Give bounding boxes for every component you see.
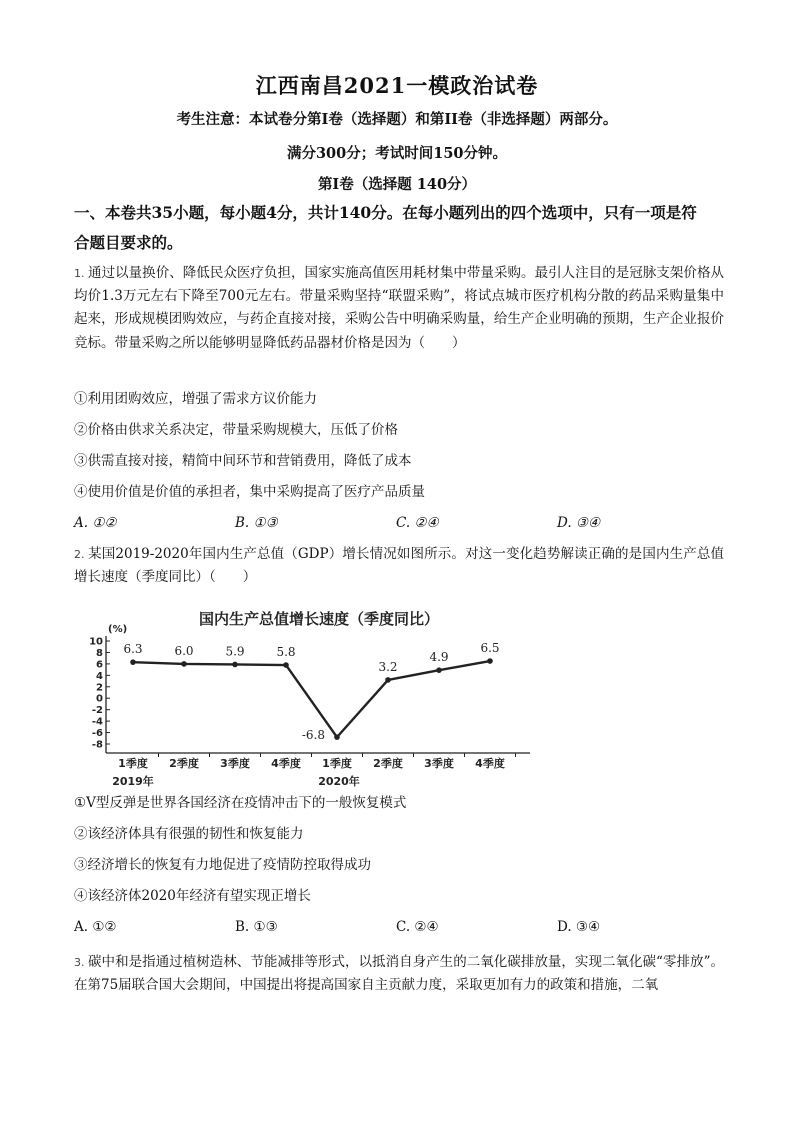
gdp-growth-chart	[80, 604, 532, 792]
chart-data-label: 5.8	[276, 645, 296, 660]
chart-data-label: 3.2	[378, 659, 398, 674]
exam-score-time: 满分300分；考试时间150分钟。	[286, 145, 508, 162]
chart-y-tick-label: -6	[91, 728, 103, 740]
question-2-number: 2.	[74, 548, 85, 561]
question-1-item-1: ①利用团购效应，增强了需求方议价能力	[74, 391, 317, 407]
chart-y-tick-label: 8	[96, 647, 103, 659]
chart-year-label: 2020年	[318, 775, 360, 788]
question-1-option-a[interactable]: A. ①②	[74, 515, 117, 531]
question-1-item-4: ④使用价值是价值的承担者，集中采购提高了医疗产品质量	[74, 484, 425, 500]
question-3-text: 碳中和是指通过植树造林、节能减排等形式，以抵消自身产生的二氧化碳排放量，实现二氧化碳“零排放”。在第75届联合国大会期间，中国提出将提高国家自主贡献力度，采取更加有力的政策和措施，二氧	[74, 954, 724, 994]
question-1-number: 1.	[74, 267, 85, 280]
question-2-text: 某国2019-2020年国内生产总值（GDP）增长情况如图所示。对这一变化趋势解读正确的是国内生产总值增长速度（季度同比）（ ）	[74, 546, 724, 586]
question-1-option-d[interactable]: D. ③④	[557, 515, 601, 531]
question-2-option-b[interactable]: B. ①③	[235, 919, 278, 935]
question-2-item-3: ③经济增长的恢复有力地促进了疫情防控取得成功	[74, 857, 371, 873]
chart-data-label: 6.0	[174, 643, 194, 658]
question-3-number: 3.	[74, 956, 85, 969]
question-2-option-a[interactable]: A. ①②	[74, 919, 117, 935]
chart-x-tick-label: 3季度	[220, 757, 250, 770]
chart-x-tick-label: 2季度	[373, 757, 403, 770]
chart-y-unit: (%)	[108, 624, 128, 635]
chart-x-tick-label: 1季度	[322, 757, 352, 770]
question-1-item-2: ②价格由供求关系决定，带量采购规模大，压低了价格	[74, 422, 398, 438]
question-1-stem	[74, 262, 724, 355]
chart-data-label: 5.9	[225, 644, 245, 659]
chart-data-label: 4.9	[429, 650, 449, 665]
chart-year-label: 2019年	[112, 775, 154, 788]
question-1-options	[74, 513, 724, 533]
question-2-options	[74, 917, 724, 937]
chart-x-tick-label: 4季度	[271, 757, 301, 770]
chart-y-tick-label: -4	[91, 716, 103, 728]
chart-x-tick-label: 4季度	[475, 757, 505, 770]
chart-y-tick-label: 6	[96, 659, 103, 671]
chart-y-tick-label: 4	[96, 670, 103, 682]
question-2-option-c[interactable]: C. ②④	[396, 919, 439, 935]
chart-data-point	[334, 734, 340, 740]
part-heading: 第Ⅰ卷（选择题 140分）	[317, 176, 477, 193]
chart-data-point	[232, 662, 238, 668]
question-3-stem	[74, 951, 724, 997]
chart-series-line	[133, 661, 490, 737]
question-1-item-3: ③供需直接对接，精简中间环节和营销费用，降低了成本	[74, 453, 412, 469]
chart-data-label: -6.8	[301, 728, 325, 743]
question-2-stem	[74, 543, 724, 589]
question-2-item-1: ①V型反弹是世界各国经济在疫情冲击下的一般恢复模式	[74, 795, 407, 811]
section-line-2: 合题目要求的。	[74, 233, 183, 252]
section-line-1: 一、本卷共35小题，每小题4分，共计140分。在每小题列出的四个选项中，只有一项是符	[74, 203, 697, 222]
exam-title: 江西南昌2021一模政治试卷	[255, 73, 539, 98]
chart-y-tick-label: -2	[91, 705, 103, 717]
question-2-item-4: ④该经济体2020年经济有望实现正增长	[74, 888, 311, 904]
chart-data-point	[385, 677, 391, 683]
section-instructions	[74, 198, 724, 258]
chart-x-tick-label: 2季度	[169, 757, 199, 770]
chart-data-point	[283, 662, 289, 668]
chart-data-label: 6.3	[123, 642, 143, 657]
question-1-option-c[interactable]: C. ②④	[396, 515, 439, 531]
chart-data-point	[130, 659, 136, 665]
question-1-option-b[interactable]: B. ①③	[235, 515, 278, 531]
chart-x-tick-label: 1季度	[118, 757, 148, 770]
chart-data-point	[436, 667, 442, 673]
chart-data-label: 6.5	[480, 641, 500, 656]
chart-y-tick-label: 2	[96, 682, 103, 694]
chart-data-point	[181, 661, 187, 667]
question-2-item-2: ②该经济体具有很强的韧性和恢复能力	[74, 826, 304, 842]
exam-note: 考生注意：本试卷分第Ⅰ卷（选择题）和第II卷（非选择题）两部分。	[176, 111, 618, 128]
chart-y-tick-label: 0	[96, 693, 103, 705]
chart-data-point	[487, 658, 493, 664]
chart-title: 国内生产总值增长速度（季度同比）	[198, 610, 440, 628]
question-1-text: 通过以量换价、降低民众医疗负担，国家实施高值医用耗材集中带量采购。最引人注目的是冠脉支架价格从均价1.3万元左右下降至700元左右。带量采购坚持“联盟采购”，将试点城市医疗机构分散的药品采购量集中起来，形成规模团购效应，与药企直接对接，采购公告中明确采购量，给生产企业明确的预期，生产企业报价竞标。带量采购之所以能够明显降低药品器材价格是因为（ ）	[74, 265, 724, 351]
chart-y-tick-label: -8	[91, 739, 103, 751]
chart-x-tick-label: 3季度	[424, 757, 454, 770]
chart-y-tick-label: 10	[89, 636, 103, 648]
question-2-option-d[interactable]: D. ③④	[557, 919, 601, 935]
